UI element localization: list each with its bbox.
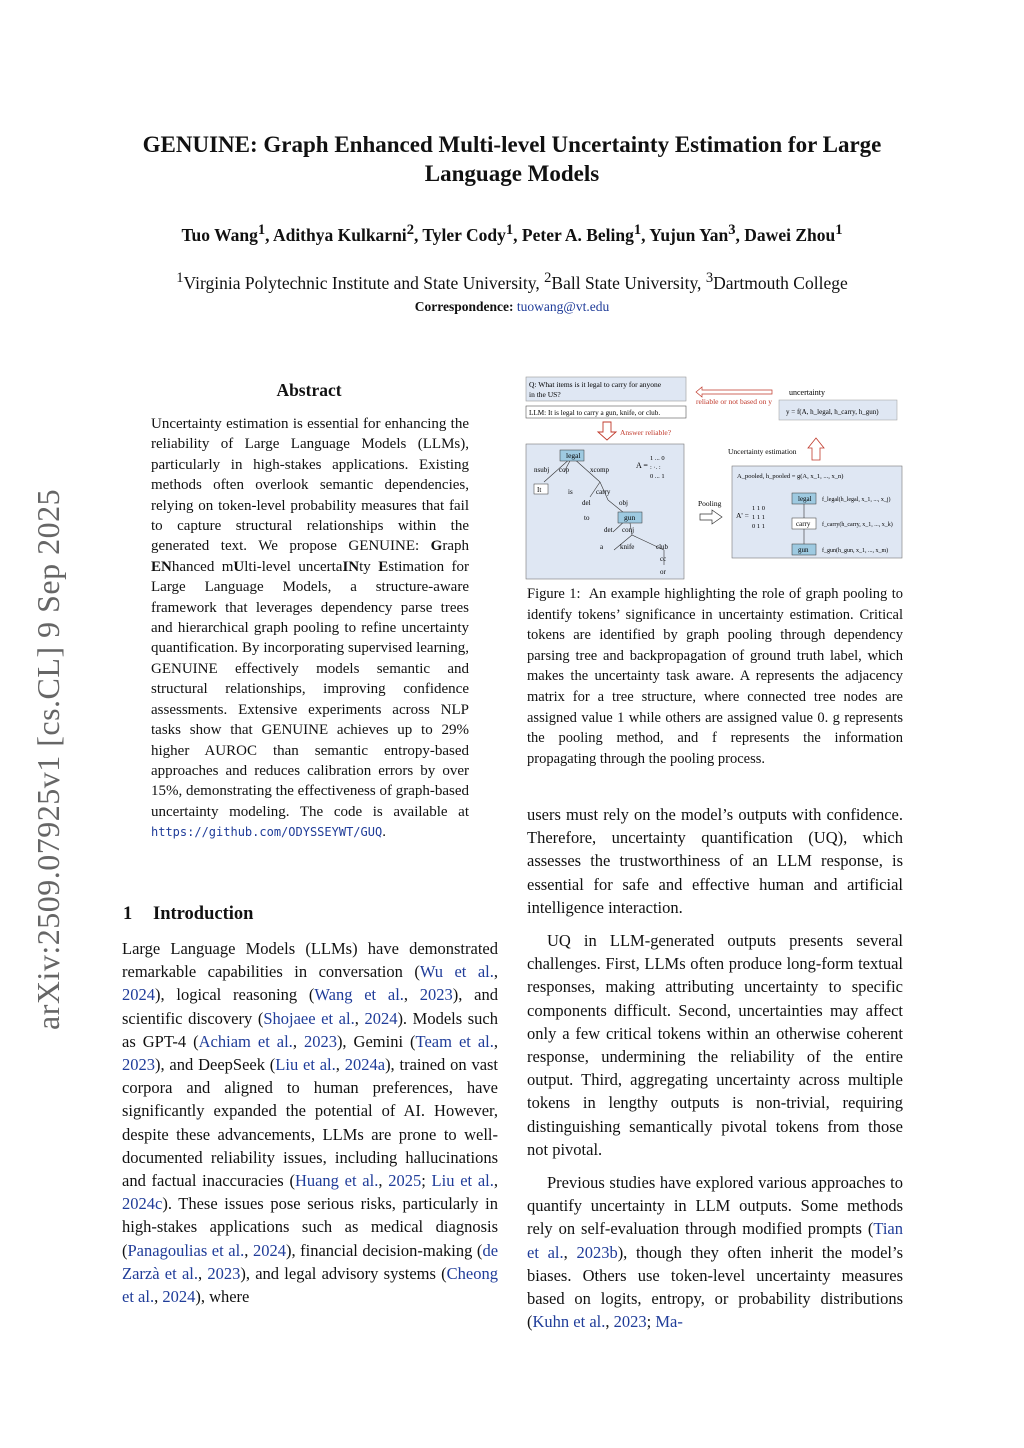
svg-text:A' =: A' = <box>736 511 749 520</box>
svg-text:is: is <box>568 488 573 496</box>
question-text: Q: What items is it legal to carry for anyone <box>529 380 662 389</box>
citation-link[interactable]: 2024 <box>122 985 155 1005</box>
svg-text:cc: cc <box>660 555 667 563</box>
svg-text:A =: A = <box>636 461 648 470</box>
svg-text:knife: knife <box>620 543 635 551</box>
citation-link[interactable]: 2024 <box>162 1287 196 1307</box>
figure-1 <box>524 372 904 582</box>
acronym-letter: EN <box>151 558 172 575</box>
svg-text:del: del <box>582 499 591 507</box>
author-affil-sup: 3 <box>728 222 736 238</box>
text-run: ). These issues pose serious risks, particularly in high-stakes applications such as medical diagnosis ( <box>122 1194 498 1260</box>
paragraph <box>527 1171 903 1333</box>
citation-link[interactable]: 2024c <box>122 1194 163 1214</box>
svg-text:legal: legal <box>566 451 581 460</box>
author-affil-sup: 1 <box>633 222 642 238</box>
acronym-letter: IN <box>342 558 360 575</box>
affil-name: Dartmouth College <box>713 272 848 293</box>
citation-link[interactable]: 2023 <box>207 1263 241 1283</box>
abstract-body <box>151 414 469 843</box>
up-arrow-icon <box>808 438 824 460</box>
svg-text:gun: gun <box>798 546 809 554</box>
citation-link[interactable]: Team et al. <box>415 1031 494 1051</box>
citation-link[interactable]: de Zarzà et al. <box>122 1240 499 1283</box>
text-run: ), and DeepSeek ( <box>155 1055 276 1075</box>
caption-text: An example highlighting the role of graph pooling to identify tokens’ significance in uncertainty estimation. Critical tokens are identified by graph pooling through dependency parsing tree and backpropagation of ground truth label, which makes the uncertainty task aware. A represents the adjacency matrix for a tree structure, where connected tree nodes are assigned value 1 while others are assigned value 0. g represents the pooling method, and f represents the information propagating through the pooling process. <box>527 586 903 767</box>
svg-text:1 ... 0: 1 ... 0 <box>650 455 665 462</box>
svg-text:: ·. :: : ·. : <box>650 464 661 471</box>
text-run: UQ in LLM-generated outputs presents several challenges. First, LLMs often produce long-form textual responses, making attributing uncertainty to specific components difficult. Second, uncertainties may affect only a few critical tokens within an otherwise coherent response, undermining the reliability of the entire output. Third, aggregating uncertainty across multiple tokens in lengthy outputs is non-trivial, requiring distinguishing semantically pivotal tokens from those not pivotal. <box>527 931 903 1159</box>
author-list: Tuo Wang$^1$, Adithya Kulkarni$^2$, Tyler Cody$^1$, Peter A. Beling$^1$, Yujun Yan$^3$, Dawei Zhou$^1$ <box>181 222 843 245</box>
citation-link[interactable]: Liu et al. <box>431 1171 494 1191</box>
text-run: ). Models such as GPT-4 ( <box>122 1008 499 1051</box>
text-run: ), Gemini ( <box>336 1031 416 1051</box>
arxiv-stamp: arXiv:2509.07925v1 [cs.CL] 9 Sep 2025 <box>30 488 66 1030</box>
text-run: , <box>154 1287 163 1307</box>
citation-link[interactable]: 2023 <box>613 1312 647 1332</box>
text-run: Previous studies have explored various approaches to quantify uncertainty in LLM outputs. Some methods rely on self-evaluation through modified prompts ( <box>527 1173 903 1239</box>
text-run: ; <box>421 1171 432 1191</box>
affil-sup: 1 <box>176 270 184 286</box>
svg-text:0 1 1: 0 1 1 <box>752 523 765 530</box>
acronym-text: stimation for Large Language Models <box>151 558 469 596</box>
citation-link[interactable]: Achiam et al. <box>198 1031 293 1051</box>
acronym-text: hanced m <box>171 558 234 575</box>
author-affil-sup: 1 <box>835 222 843 238</box>
svg-text:a: a <box>600 543 604 551</box>
citation-link[interactable]: Shojaee et al. <box>263 1008 355 1028</box>
text-run: , <box>605 1312 614 1332</box>
svg-text:It: It <box>537 486 542 494</box>
svg-text:cop: cop <box>559 466 570 474</box>
figure-1-caption <box>527 584 903 769</box>
svg-text:legal: legal <box>798 495 812 503</box>
text-run: , <box>493 962 498 982</box>
acronym-text: ty <box>359 558 379 575</box>
text-run: ), trained on vast corpora and aligned to human preferences, have significantly expanded the potential of AI. However, despite these advancements, LLMs are prone to well-documented reliability issues, including hallucinations and factual inaccuracies ( <box>122 1055 499 1191</box>
left-arrow-icon <box>696 387 772 397</box>
affil-name: Virginia Polytechnic Institute and State University, <box>183 272 540 293</box>
author-affil-sup: 2 <box>406 222 414 238</box>
citation-link[interactable]: Tian et al. <box>527 1219 903 1262</box>
answer-text: LLM: It is legal to carry a gun, knife, or club. <box>529 409 661 417</box>
citation-link[interactable]: Wu et al. <box>419 962 494 982</box>
text-run: , <box>354 1008 365 1028</box>
acronym-text: lti-level uncerta <box>244 558 343 575</box>
citation-link[interactable]: Cheong et al. <box>122 1263 499 1307</box>
text-run: ), though they often inherit the model’s biases. Others use token-level uncertainty measures based on logits, entropy, or probability distributions ( <box>527 1242 903 1332</box>
svg-text:in the US?: in the US? <box>529 390 561 399</box>
citation-link[interactable]: 2024 <box>364 1008 398 1028</box>
svg-text:or: or <box>660 568 666 576</box>
section-heading-introduction <box>123 904 253 925</box>
citation-link[interactable]: 2023b <box>576 1242 618 1262</box>
figure-1-graphic <box>524 372 904 582</box>
citation-link[interactable]: Huang et al. <box>294 1171 379 1191</box>
svg-text:obj: obj <box>619 499 628 507</box>
correspondence <box>100 299 924 315</box>
uncertainty-label: uncertainty <box>789 388 825 397</box>
citation-link[interactable]: 2025 <box>388 1171 422 1191</box>
text-run: ), logical reasoning ( <box>155 985 315 1005</box>
text-run: users must rely on the model’s outputs with confidence. Therefore, uncertainty quantification (UQ), which assesses the trustworthiness of an LLM response, is essential for safe and effective human and artificial intelligence interaction. <box>527 805 903 917</box>
uncertainty-estimation-label: Uncertainty estimation <box>728 447 797 456</box>
citation-link[interactable]: 2023 <box>122 1055 155 1075</box>
text-run: ), financial decision-making ( <box>285 1240 483 1260</box>
caption-label: Figure 1: <box>527 586 581 602</box>
abstract-text: Uncertainty estimation is essential for enhancing the reliability of Large Language Models (LLMs), particularly in high-stakes applications. Existing methods often overlook semantic dependencies, relying on token-level probability measures that fail to capture structural relationships within the generated text. We propose GENUINE: <box>151 416 469 555</box>
text-run: ; <box>646 1312 656 1332</box>
reliable-note: reliable or not based on y <box>696 397 773 406</box>
citation-link[interactable]: 2024a <box>344 1055 386 1075</box>
author-name: Peter A. Beling <box>521 224 634 245</box>
acronym-letter: G <box>430 538 443 555</box>
pooled-value-legal: f_legal(h_legal, x_1, ..., x_j) <box>822 497 891 503</box>
affil-sup: 2 <box>544 270 552 286</box>
citation-link[interactable]: Liu et al. <box>275 1055 336 1075</box>
abstract-end: . <box>382 824 386 841</box>
acronym-letter: U <box>233 558 245 575</box>
author-name: Adithya Kulkarni <box>272 224 407 245</box>
svg-text:nsubj: nsubj <box>534 466 550 474</box>
pooling-label: Pooling <box>698 499 722 508</box>
author-name: Dawei Zhou <box>744 224 836 245</box>
affiliations <box>100 270 924 294</box>
affil-name: Ball State University, <box>551 272 702 293</box>
text-run: , <box>403 985 420 1005</box>
acronym-letter: E <box>378 558 389 575</box>
svg-text:det: det <box>604 526 613 534</box>
text-run: , <box>378 1171 389 1191</box>
text-run: , <box>493 1031 499 1051</box>
svg-text:xcomp: xcomp <box>590 466 610 474</box>
text-run: , <box>563 1242 577 1262</box>
intro-paragraph <box>122 937 498 1308</box>
acronym-text: raph <box>442 538 469 555</box>
paragraph <box>527 929 903 1161</box>
text-run: , <box>197 1263 208 1283</box>
abstract-heading: Abstract <box>276 380 342 400</box>
svg-text:1 1 1: 1 1 1 <box>752 514 765 521</box>
answer-reliable-label: Answer reliable? <box>620 428 672 437</box>
uncertainty-formula: y = f(A, h_legal, h_carry, h_gun) <box>786 408 879 416</box>
pooled-value-gun: f_gun(h_gun, x_1, ..., x_m) <box>822 548 889 554</box>
author-affil-sup: 1 <box>505 222 514 238</box>
author-name: Yujun Yan <box>649 224 729 245</box>
text-run: , <box>292 1031 304 1051</box>
text-run: ), and scientific discovery ( <box>122 985 498 1028</box>
correspondence-label: Correspondence: <box>414 299 514 314</box>
svg-text:to: to <box>584 514 590 522</box>
abstract-text: , a structure-aware framework that leverages dependency parse trees and hierarchical graph pooling to refine uncertainty quantification. By incorporating supervised learning, GENUINE effectively models semantic and structural relationships, improving confidence assessments. Extensive experiments across NLP tasks show that GENUINE achieves up to 29% higher AUROC than semantic entropy-based approaches and reduces calibration errors by over 15%, demonstrating the effectiveness of graph-based uncertainty modeling. The code is available at <box>151 579 469 820</box>
pooled-value-carry: f_carry(h_carry, x_1, ..., x_k) <box>822 522 893 528</box>
correspondence-email[interactable]: tuowang@vt.edu <box>516 299 610 314</box>
citation-link[interactable]: 2023 <box>303 1031 337 1051</box>
svg-text:gun: gun <box>624 513 636 522</box>
author-name: Tyler Cody <box>422 224 506 245</box>
paper-title: GENUINE: Graph Enhanced Multi-level Uncertainty Estimation for Large Language Models <box>142 132 882 186</box>
citation-link[interactable]: 2024 <box>252 1240 286 1260</box>
section-number: 1 <box>123 904 133 924</box>
text-run: , <box>493 1171 498 1191</box>
author-affil-sup: 1 <box>257 222 266 238</box>
section-title: Introduction <box>153 904 254 924</box>
text-run: ), and legal advisory systems ( <box>240 1263 447 1283</box>
down-arrow-icon <box>598 422 616 440</box>
pooled-formula: A_pooled, h_pooled = g(A, x_1, ..., x_n) <box>737 473 844 480</box>
citation-link[interactable]: Ma- <box>655 1312 683 1332</box>
svg-text:0 ... 1: 0 ... 1 <box>650 473 665 480</box>
text-run: Large Language Models (LLMs) have demonstrated remarkable capabilities in conversation ( <box>122 939 498 982</box>
author-name: Tuo Wang <box>181 224 258 245</box>
right-column-text <box>527 803 903 1343</box>
text-run: ), where <box>195 1287 250 1307</box>
svg-text:club: club <box>656 543 669 551</box>
svg-text:1 1 0: 1 1 0 <box>752 505 765 512</box>
text-run: , <box>244 1240 253 1260</box>
svg-text:carry: carry <box>596 488 611 496</box>
svg-text:conj: conj <box>622 526 635 534</box>
svg-text:carry: carry <box>796 520 811 528</box>
citation-link[interactable]: Wang et al. <box>314 985 404 1005</box>
code-link[interactable]: https://github.com/ODYSSEYWT/GUQ <box>151 825 383 840</box>
citation-link[interactable]: Kuhn et al. <box>532 1312 606 1332</box>
pooling-arrow-icon <box>700 510 722 524</box>
citation-link[interactable]: Panagoulias et al. <box>127 1240 245 1260</box>
paragraph <box>527 803 903 919</box>
text-run: , <box>335 1055 345 1075</box>
citation-link[interactable]: 2023 <box>419 985 453 1005</box>
affil-sup: 3 <box>705 270 714 286</box>
